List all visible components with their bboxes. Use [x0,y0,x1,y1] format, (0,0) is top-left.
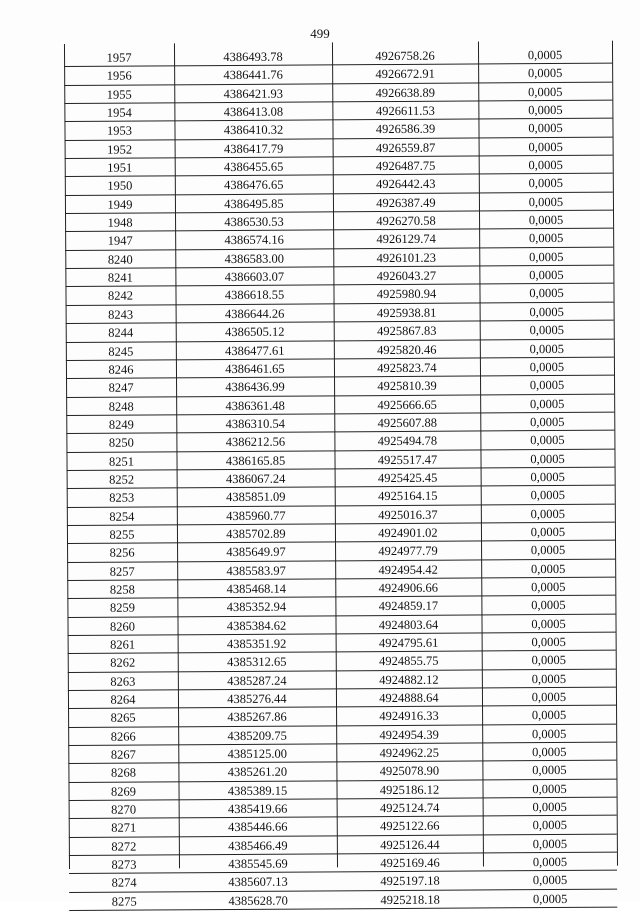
accuracy-cell: 0,0005 [528,102,563,118]
accuracy-cell: 0,0005 [532,891,568,906]
accuracy-cell: 0,0005 [530,451,565,466]
point-number-cell: 1953 [106,123,133,139]
point-number-cell: 8274 [111,876,137,891]
point-number-cell: 8251 [108,454,135,469]
y-coordinate-cell: 4925164.15 [378,488,438,504]
x-coordinate-cell: 4386603.07 [224,269,285,285]
y-coordinate-cell: 4925425.45 [377,470,438,485]
y-coordinate-cell: 4924906.66 [378,580,439,596]
y-coordinate-cell: 4925126.44 [380,837,440,852]
x-coordinate-cell: 4385287.24 [227,673,287,688]
x-coordinate-cell: 4385702.89 [226,526,286,541]
y-coordinate-cell: 4926101.23 [376,250,437,265]
y-coordinate-cell: 4924888.64 [379,690,439,706]
accuracy-cell: 0,0005 [532,745,567,760]
point-number-cell: 8272 [111,839,137,854]
accuracy-cell: 0,0005 [529,341,565,356]
y-coordinate-cell: 4925666.65 [377,397,437,412]
point-number-cell: 1957 [106,50,132,65]
point-number-cell: 8244 [108,325,134,340]
point-number-cell: 8269 [110,784,137,799]
point-number-cell: 1948 [107,215,133,230]
x-coordinate-cell: 4386583.00 [224,251,285,266]
coordinates-table [64,46,617,911]
x-coordinate-cell: 4386421.93 [223,86,284,101]
point-number-cell: 8270 [111,802,137,817]
x-coordinate-cell: 4385960.77 [226,508,286,523]
accuracy-cell: 0,0005 [528,176,564,191]
x-coordinate-cell: 4386574.16 [224,233,284,248]
accuracy-cell: 0,0005 [532,855,568,870]
point-number-cell: 8261 [110,637,136,652]
point-number-cell: 1949 [107,197,133,212]
y-coordinate-cell: 4925867.83 [376,323,437,339]
point-number-cell: 8252 [109,472,135,487]
accuracy-cell: 0,0005 [531,598,566,613]
accuracy-cell: 0,0005 [531,708,567,723]
accuracy-cell: 0,0005 [531,689,567,705]
x-coordinate-cell: 4385607.13 [228,875,288,890]
y-coordinate-cell: 4924954.39 [379,727,439,742]
accuracy-cell: 0,0005 [529,249,564,264]
point-number-cell: 1954 [106,105,132,120]
point-number-cell: 8259 [109,600,135,616]
accuracy-cell: 0,0005 [531,726,567,741]
y-coordinate-cell: 4926387.49 [376,195,436,210]
x-coordinate-cell: 4386530.53 [224,214,284,230]
point-number-cell: 8245 [108,344,134,359]
accuracy-cell: 0,0005 [530,561,566,576]
y-coordinate-cell: 4926270.58 [376,213,436,229]
y-coordinate-cell: 4926638.89 [375,85,436,100]
x-coordinate-cell: 4386505.12 [225,324,285,340]
point-number-cell: 1956 [106,68,132,84]
point-number-cell: 8247 [108,380,134,395]
y-coordinate-cell: 4926758.26 [375,48,435,64]
x-coordinate-cell: 4385312.65 [227,654,287,670]
point-number-cell: 8257 [109,564,135,579]
x-coordinate-cell: 4386212.56 [225,434,286,450]
point-number-cell: 8253 [109,490,135,505]
x-coordinate-cell: 4385389.15 [227,783,288,798]
y-coordinate-cell: 4925938.81 [376,305,437,320]
x-coordinate-cell: 4385649.97 [226,544,286,560]
point-number-cell: 8265 [110,710,136,726]
x-coordinate-cell: 4385351.92 [226,636,287,652]
x-coordinate-cell: 4385628.70 [228,893,288,908]
accuracy-cell: 0,0005 [530,488,565,503]
point-number-cell: 8254 [109,509,135,524]
point-number-cell: 1952 [107,142,133,157]
accuracy-cell: 0,0005 [530,433,565,448]
x-coordinate-cell: 4385261.20 [227,765,288,780]
y-coordinate-cell: 4925607.88 [377,415,438,430]
x-coordinate-cell: 4385267.86 [227,710,287,725]
x-coordinate-cell: 4386493.78 [223,49,283,65]
point-number-cell: 8266 [110,729,136,744]
accuracy-cell: 0,0005 [529,323,564,338]
accuracy-cell: 0,0005 [530,469,565,485]
x-coordinate-cell: 4386417.79 [223,141,284,156]
accuracy-cell: 0,0005 [532,781,567,796]
point-number-cell: 8264 [110,692,136,707]
x-coordinate-cell: 4385468.14 [226,581,287,596]
x-coordinate-cell: 4385384.62 [226,618,287,633]
accuracy-cell: 0,0005 [530,506,566,521]
x-coordinate-cell: 4386165.85 [225,453,286,468]
y-coordinate-cell: 4924795.61 [378,635,439,651]
x-coordinate-cell: 4385545.69 [228,856,288,872]
point-number-cell: 8260 [109,619,136,634]
y-coordinate-cell: 4926487.75 [375,158,436,174]
accuracy-cell: 0,0005 [531,653,566,668]
point-number-cell: 8248 [108,399,134,414]
x-coordinate-cell: 4386436.99 [225,379,285,395]
point-number-cell: 8258 [109,582,135,597]
y-coordinate-cell: 4924977.79 [378,544,438,559]
y-coordinate-cell: 4925124.74 [379,800,440,816]
y-coordinate-cell: 4926586.39 [375,122,436,137]
y-coordinate-cell: 4924954.42 [378,562,438,577]
x-coordinate-cell: 4385419.66 [227,801,288,817]
accuracy-cell: 0,0005 [532,818,567,833]
y-coordinate-cell: 4925517.47 [377,452,438,467]
y-coordinate-cell: 4925820.46 [377,342,437,357]
x-coordinate-cell: 4385209.75 [227,728,287,743]
point-number-cell: 8267 [110,747,136,762]
y-coordinate-cell: 4925169.46 [380,855,440,871]
x-coordinate-cell: 4386067.24 [225,471,286,486]
y-coordinate-cell: 4924962.25 [379,745,440,761]
x-coordinate-cell: 4386495.85 [224,196,284,211]
accuracy-cell: 0,0005 [530,543,566,558]
accuracy-cell: 0,0005 [530,524,566,540]
point-number-cell: 1955 [106,87,132,102]
x-coordinate-cell: 4386441.76 [223,68,283,83]
x-coordinate-cell: 4385276.44 [227,691,287,707]
x-coordinate-cell: 4385851.09 [226,489,286,505]
accuracy-cell: 0,0005 [527,47,563,63]
point-number-cell: 1951 [107,160,133,175]
accuracy-cell: 0,0005 [528,231,564,246]
x-coordinate-cell: 4386644.26 [224,306,285,321]
accuracy-cell: 0,0005 [531,634,566,650]
accuracy-cell: 0,0005 [527,66,563,81]
point-number-cell: 1947 [107,234,133,249]
y-coordinate-cell: 4925197.18 [380,874,440,889]
y-coordinate-cell: 4926672.91 [375,67,435,82]
y-coordinate-cell: 4925186.12 [379,782,440,797]
table-row [69,889,617,911]
x-coordinate-cell: 4386413.08 [223,104,284,120]
accuracy-cell: 0,0005 [528,84,563,99]
accuracy-cell: 0,0005 [532,800,567,815]
x-coordinate-cell: 4386410.32 [223,123,284,138]
x-coordinate-cell: 4385125.00 [227,746,288,762]
point-number-cell: 8256 [109,545,135,561]
y-coordinate-cell: 4926442.43 [376,177,436,192]
accuracy-cell: 0,0005 [528,213,564,228]
point-number-cell: 8246 [108,362,134,377]
page-number: 499 [310,26,330,41]
y-coordinate-cell: 4925122.66 [380,819,440,834]
accuracy-cell: 0,0005 [529,396,565,411]
accuracy-cell: 0,0005 [531,671,567,686]
point-number-cell: 8249 [108,417,134,432]
accuracy-cell: 0,0005 [528,121,563,136]
x-coordinate-cell: 4385352.94 [226,599,287,615]
accuracy-cell: 0,0005 [529,286,564,301]
x-coordinate-cell: 4386461.65 [225,361,285,376]
accuracy-cell: 0,0005 [529,268,564,283]
point-number-cell: 8263 [110,674,136,689]
y-coordinate-cell: 4926129.74 [376,232,436,247]
y-coordinate-cell: 4925823.74 [377,360,437,375]
point-number-cell: 8241 [107,270,133,285]
accuracy-cell: 0,0005 [531,579,566,595]
accuracy-cell: 0,0005 [532,873,568,888]
y-coordinate-cell: 4925078.90 [379,764,440,779]
x-coordinate-cell: 4386618.55 [224,288,285,303]
accuracy-cell: 0,0005 [530,414,565,430]
accuracy-cell: 0,0005 [531,616,566,631]
x-coordinate-cell: 4385583.97 [226,563,286,578]
y-coordinate-cell: 4924916.33 [379,709,439,724]
x-coordinate-cell: 4386310.54 [225,416,286,431]
y-coordinate-cell: 4925016.37 [378,507,438,522]
y-coordinate-cell: 4926611.53 [375,103,435,119]
point-number-cell: 8273 [111,857,137,872]
y-coordinate-cell: 4924882.12 [379,672,439,687]
y-coordinate-cell: 4924901.02 [378,525,438,541]
point-number-cell: 8275 [111,894,137,909]
y-coordinate-cell: 4925494.78 [377,433,438,449]
y-coordinate-cell: 4925218.18 [380,892,440,907]
y-coordinate-cell: 4926043.27 [376,268,437,284]
x-coordinate-cell: 4385466.49 [228,838,288,853]
point-number-cell: 8242 [107,289,134,304]
point-number-cell: 8268 [110,765,136,781]
point-number-cell: 8262 [110,655,136,671]
x-coordinate-cell: 4386477.61 [225,343,285,358]
accuracy-cell: 0,0005 [528,158,563,173]
x-coordinate-cell: 4386361.48 [225,398,285,413]
accuracy-cell: 0,0005 [529,304,564,319]
accuracy-cell: 0,0005 [528,139,563,154]
y-coordinate-cell: 4925980.94 [376,287,437,302]
accuracy-cell: 0,0005 [529,359,565,375]
point-number-cell: 8271 [111,821,137,836]
point-number-cell: 1950 [107,178,133,194]
y-coordinate-cell: 4924803.64 [378,617,439,632]
point-number-cell: 8240 [107,252,133,267]
x-coordinate-cell: 4386455.65 [223,159,284,175]
accuracy-cell: 0,0005 [532,763,567,778]
y-coordinate-cell: 4924859.17 [378,599,439,614]
accuracy-cell: 0,0005 [528,194,564,209]
x-coordinate-cell: 4386476.65 [224,178,284,193]
y-coordinate-cell: 4926559.87 [375,140,436,155]
point-number-cell: 8255 [109,527,135,542]
point-number-cell: 8243 [108,307,134,322]
accuracy-cell: 0,0005 [529,378,565,393]
y-coordinate-cell: 4925810.39 [377,378,437,394]
point-number-cell: 8250 [108,435,134,450]
x-coordinate-cell: 4385446.66 [228,820,288,835]
y-coordinate-cell: 4924855.75 [379,654,439,669]
accuracy-cell: 0,0005 [532,836,568,851]
